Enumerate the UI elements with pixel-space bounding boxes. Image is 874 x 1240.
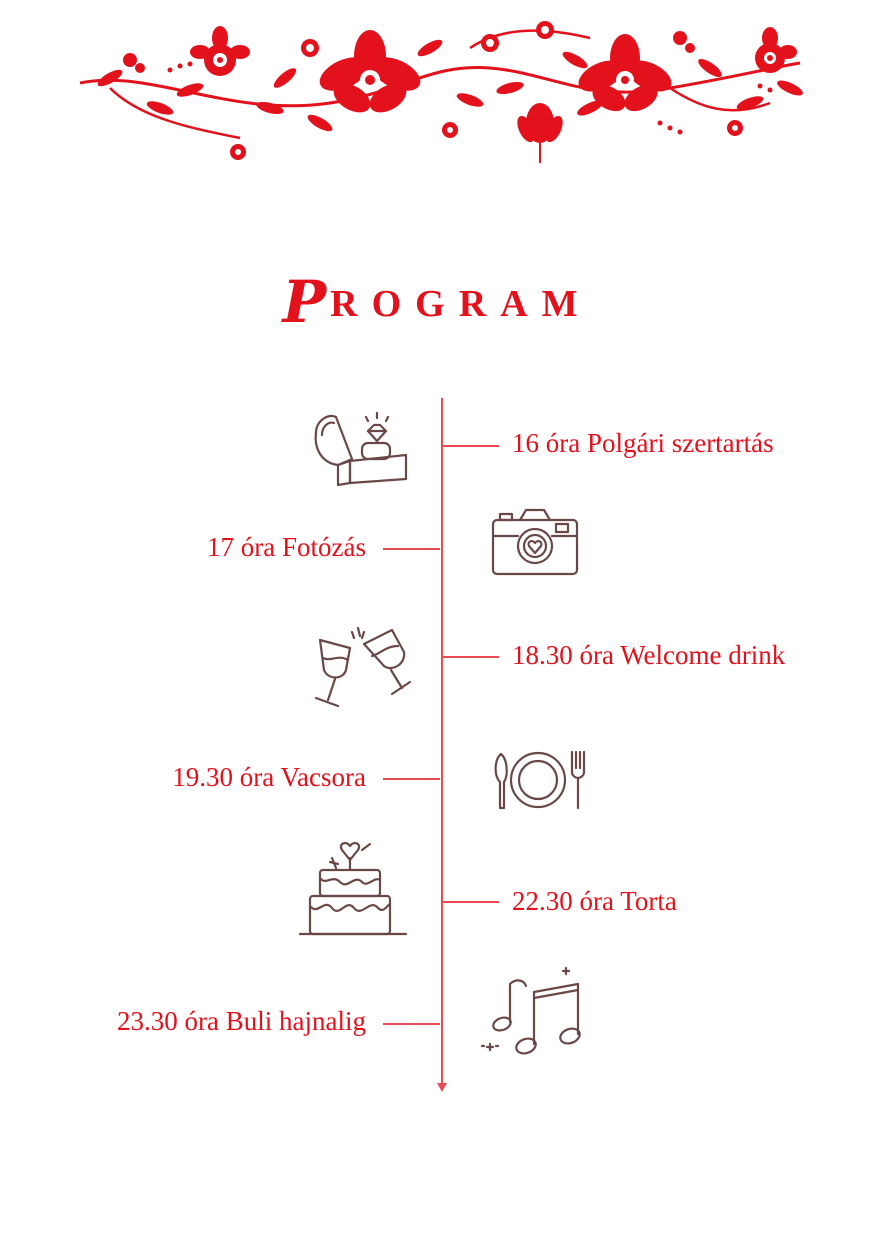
timeline-tick bbox=[383, 778, 440, 780]
event-label-photos: 17 óra Fotózás bbox=[207, 532, 366, 562]
event-label-dinner: 19.30 óra Vacsora bbox=[172, 762, 366, 792]
timeline-arrow-icon bbox=[437, 1083, 447, 1092]
ring-box-icon bbox=[308, 405, 412, 489]
camera-icon bbox=[490, 506, 580, 578]
champagne-glasses-icon bbox=[306, 622, 412, 712]
event-label-ceremony: 16 óra Polgári szertartás bbox=[512, 428, 774, 458]
event-label-welcome-drink: 18.30 óra Welcome drink bbox=[512, 640, 786, 670]
timeline-tick bbox=[383, 548, 440, 550]
timeline-axis bbox=[441, 398, 443, 1086]
title-initial: P bbox=[282, 268, 331, 336]
timeline-tick bbox=[443, 656, 499, 658]
plate-cutlery-icon bbox=[492, 746, 588, 814]
event-label-cake: 22.30 óra Torta bbox=[512, 886, 677, 916]
title-rest: ROGRAM bbox=[330, 283, 592, 325]
wedding-cake-icon bbox=[298, 838, 408, 938]
timeline-tick bbox=[443, 445, 499, 447]
music-notes-icon bbox=[478, 964, 586, 1060]
event-label-party: 23.30 óra Buli hajnalig bbox=[117, 1006, 366, 1036]
timeline-tick bbox=[383, 1023, 440, 1025]
timeline-tick bbox=[443, 901, 499, 903]
